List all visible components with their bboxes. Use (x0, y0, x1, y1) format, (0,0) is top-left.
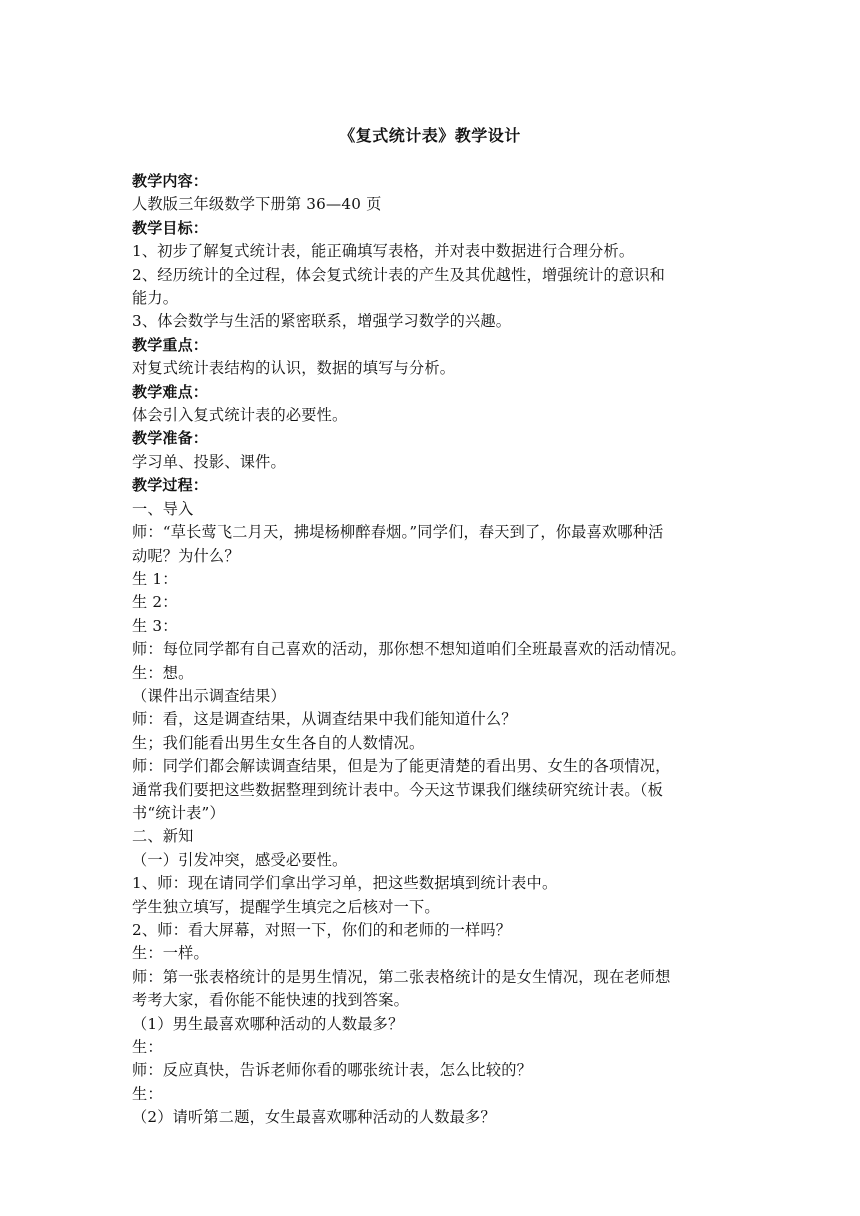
body-line: 能力。 (132, 289, 179, 308)
section-heading: 教学重点： (132, 335, 209, 354)
body-line: 师：每位同学都有自己喜欢的活动，那你想不想知道咱们全班最喜欢的活动情况。 (132, 640, 686, 659)
body-line: 2、经历统计的全过程，体会复式统计表的产生及其优越性，增强统计的意识和 (132, 265, 666, 284)
document-body (132, 170, 732, 1130)
body-line: 生： (132, 1084, 163, 1103)
body-line: 生；我们能看出男生女生各自的人数情况。 (132, 733, 425, 752)
body-line: 1、师：现在请同学们拿出学习单，把这些数据填到统计表中。 (132, 874, 558, 893)
body-line: 师：同学们都会解读调查结果，但是为了能更清楚的看出男、女生的各项情况， (132, 757, 671, 776)
body-line: 生 3： (132, 616, 178, 635)
body-line: 二、新知 (132, 827, 194, 846)
section-heading: 教学目标： (132, 218, 209, 237)
section-heading: 教学过程： (132, 476, 209, 495)
body-line: 考考大家，看你能不能快速的找到答案。 (132, 991, 409, 1010)
body-line: 师：反应真快，告诉老师你看的哪张统计表，怎么比较的？ (132, 1061, 533, 1080)
body-line: 师：“草长莺飞二月天，拂堤杨柳醉春烟。”同学们，春天到了，你最喜欢哪种活 (132, 523, 664, 542)
section-heading: 教学内容： (132, 172, 209, 190)
body-line: 对复式统计表结构的认识，数据的填写与分析。 (132, 359, 456, 378)
body-line: 3、体会数学与生活的紧密联系，增强学习数学的兴趣。 (132, 312, 512, 331)
body-line: （课件出示调查结果） (132, 686, 286, 705)
body-line: （1）男生最喜欢哪种活动的人数最多？ (132, 1014, 404, 1033)
body-line: 生：想。 (132, 663, 194, 682)
body-line: 2、师：看大屏幕，对照一下，你们的和老师的一样吗？ (132, 921, 512, 939)
body-line: 人教版三年级数学下册第 36—40 页 (132, 195, 382, 214)
body-line: 1、初步了解复式统计表，能正确填写表格，并对表中数据进行合理分析。 (132, 242, 635, 261)
body-line: 学生独立填写，提醒学生填完之后核对一下。 (132, 897, 440, 916)
body-line: 生： (132, 1038, 163, 1057)
body-line: 学习单、投影、课件。 (132, 452, 286, 471)
body-line: （一）引发冲突，感受必要性。 (132, 850, 348, 869)
body-line: 生 1： (132, 569, 178, 588)
body-line: 书“统计表”） (132, 803, 225, 822)
document-title: 《复式统计表》教学设计 (339, 126, 521, 145)
section-heading: 教学准备： (132, 429, 209, 448)
section-heading: 教学难点： (132, 382, 209, 401)
body-line: 动呢？为什么？ (132, 546, 240, 565)
body-line: 通常我们要把这些数据整理到统计表中。今天这节课我们继续研究统计表。（板 (132, 780, 663, 799)
body-line: 生 2： (132, 593, 178, 612)
body-line: 一、导入 (132, 499, 194, 518)
body-line: 师：看，这是调查结果，从调查结果中我们能知道什么？ (132, 710, 517, 729)
body-line: 体会引入复式统计表的必要性。 (132, 406, 348, 425)
body-line: 生：一样。 (132, 944, 209, 963)
body-line: 师：第一张表格统计的是男生情况，第二张表格统计的是女生情况，现在老师想 (132, 967, 671, 986)
body-line: （2）请听第二题，女生最喜欢哪种活动的人数最多？ (132, 1108, 496, 1127)
